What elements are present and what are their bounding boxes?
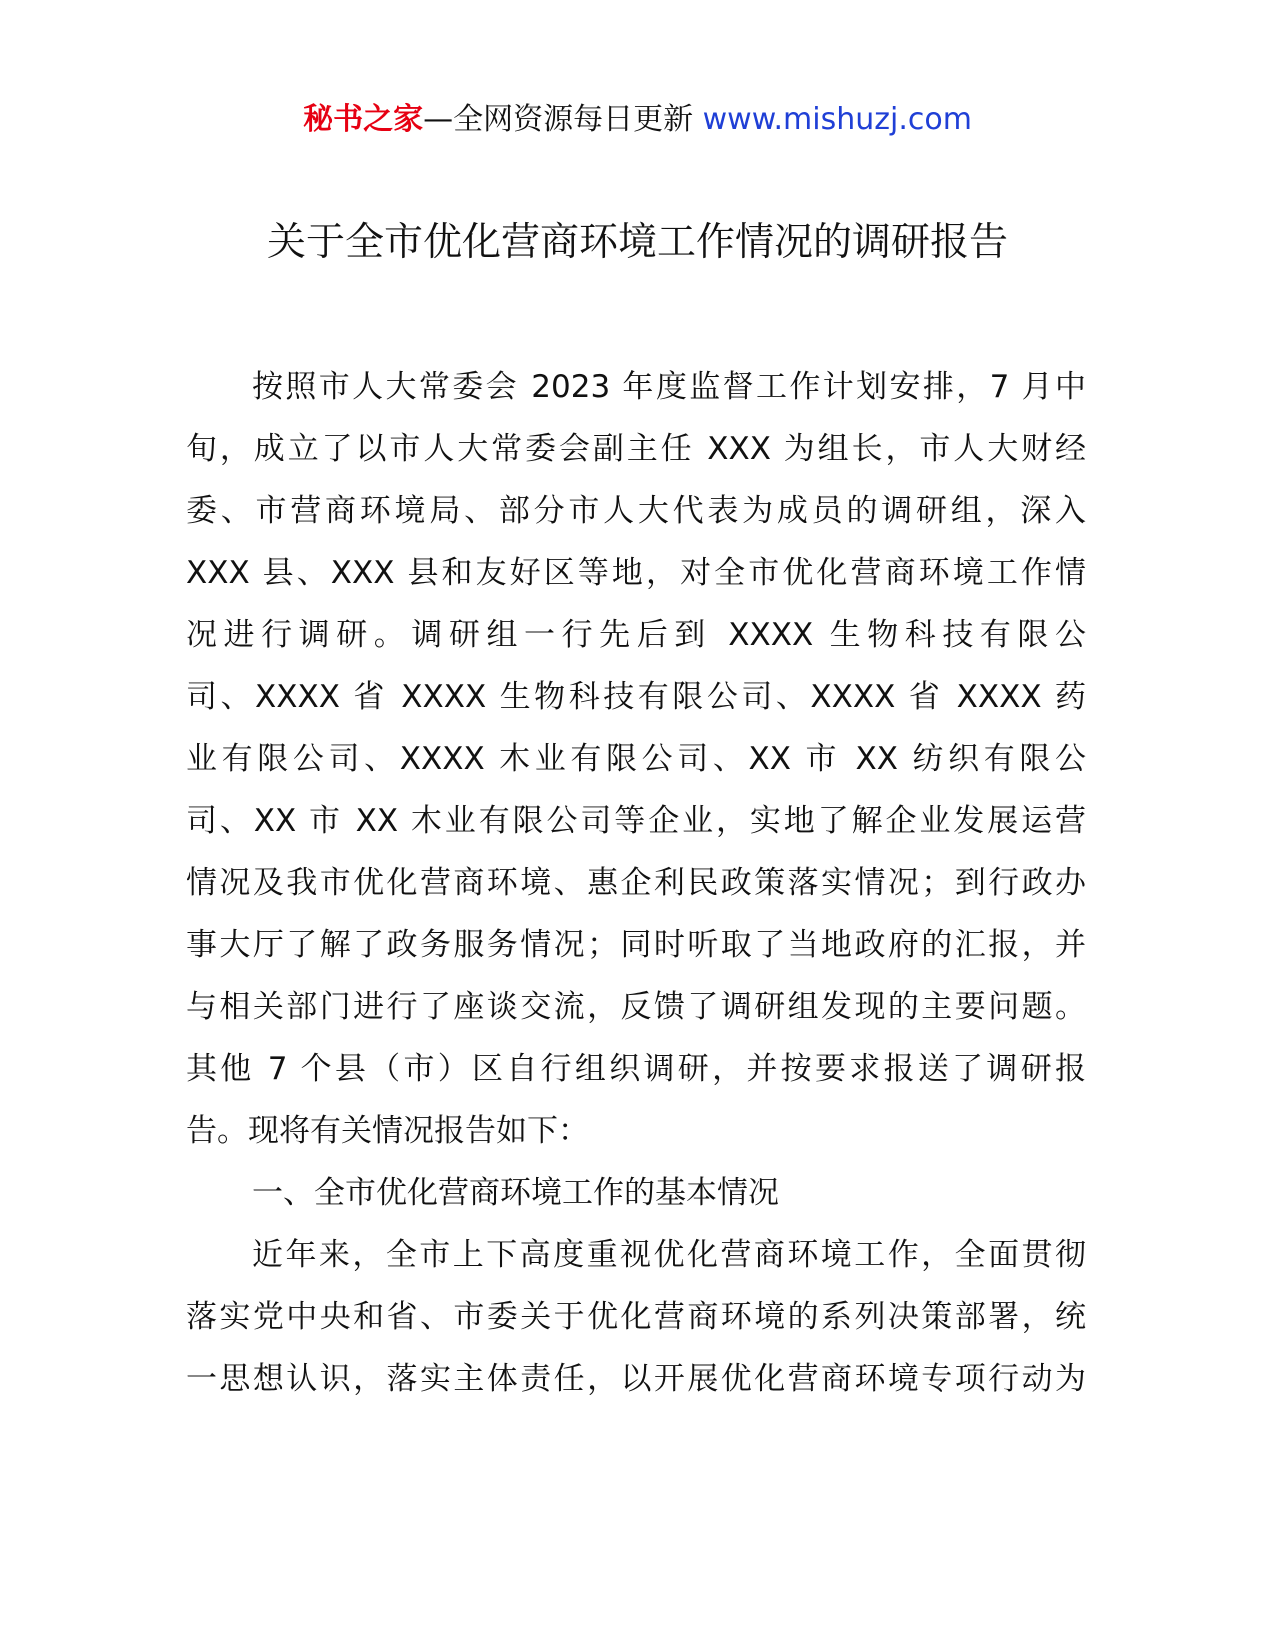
paragraph-line: 司、XXXX 省 XXXX 生物科技有限公司、XXXX 省 XXXX 药	[186, 679, 1086, 715]
section-heading: 一、全市优化营商环境工作的基本情况	[252, 1175, 779, 1211]
paragraph-line: 一思想认识，落实主体责任，以开展优化营商环境专项行动为	[186, 1361, 1086, 1397]
paragraph-line: 情况及我市优化营商环境、惠企利民政策落实情况；到行政办	[186, 865, 1086, 901]
paragraph-line: 落实党中央和省、市委关于优化营商环境的系列决策部署，统	[186, 1299, 1086, 1335]
site-tagline: —全网资源每日更新	[423, 102, 694, 137]
site-header	[0, 100, 1275, 140]
paragraph-line: 按照市人大常委会 2023 年度监督工作计划安排，7 月中	[252, 369, 1086, 405]
paragraph-line: 告。现将有关情况报告如下：	[186, 1113, 589, 1149]
paragraph-line: 业有限公司、XXXX 木业有限公司、XX 市 XX 纺织有限公	[186, 741, 1086, 777]
document-title: 关于全市优化营商环境工作情况的调研报告	[266, 220, 1008, 265]
paragraph-line: 司、XX 市 XX 木业有限公司等企业，实地了解企业发展运营	[186, 803, 1086, 839]
paragraph-line: 与相关部门进行了座谈交流，反馈了调研组发现的主要问题。	[186, 989, 1086, 1025]
paragraph-line: 旬，成立了以市人大常委会副主任 XXX 为组长，市人大财经	[186, 431, 1086, 467]
site-brand: 秘书之家	[303, 102, 424, 137]
paragraph-line: 况进行调研。调研组一行先后到 XXXX 生物科技有限公	[186, 617, 1086, 653]
document-body	[186, 356, 1086, 1410]
paragraph-line: XXX 县、XXX 县和友好区等地，对全市优化营商环境工作情	[186, 555, 1086, 591]
paragraph-2	[186, 1224, 1086, 1410]
paragraph-line: 近年来，全市上下高度重视优化营商环境工作，全面贯彻	[252, 1237, 1086, 1273]
paragraph-1	[186, 356, 1086, 1162]
paragraph-line: 事大厅了解了政务服务情况；同时听取了当地政府的汇报，并	[186, 927, 1086, 963]
paragraph-line: 其他 7 个县（市）区自行组织调研，并按要求报送了调研报	[186, 1051, 1086, 1087]
site-url-link[interactable]: www.mishuzj.com	[702, 102, 972, 137]
paragraph-line: 委、市营商环境局、部分市人大代表为成员的调研组，深入	[186, 493, 1086, 529]
